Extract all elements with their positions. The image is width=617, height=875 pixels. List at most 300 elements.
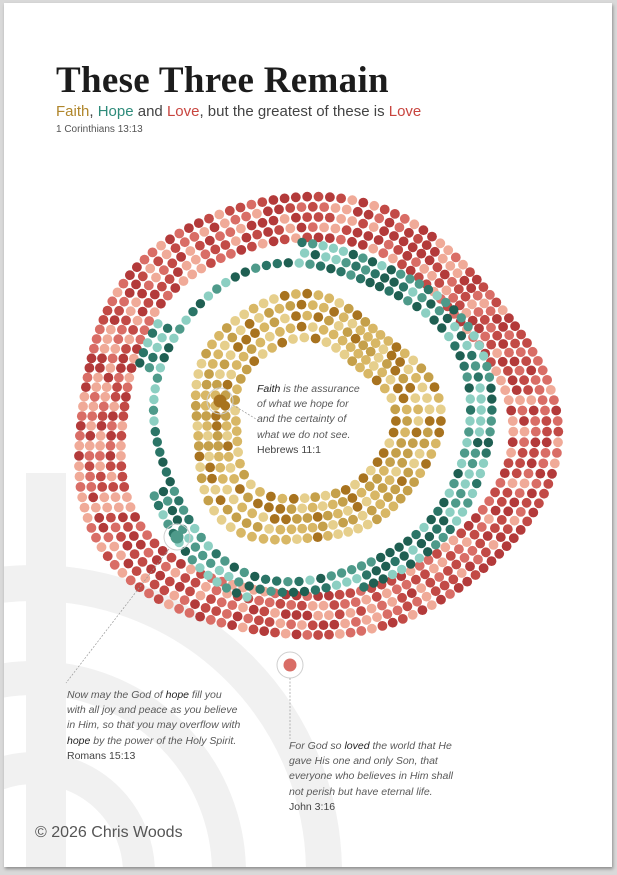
- ring-dot: [122, 492, 132, 502]
- ring-dot: [445, 489, 454, 498]
- ring-dot: [351, 617, 361, 627]
- ring-dot: [529, 448, 539, 458]
- ring-dot: [347, 216, 357, 226]
- ring-dot: [491, 506, 501, 516]
- ring-dot: [212, 586, 222, 596]
- ring-dot: [269, 236, 279, 246]
- ring-dot: [409, 477, 419, 487]
- ring-dot: [280, 314, 290, 324]
- ring-dot: [270, 628, 280, 638]
- ring-dot: [195, 612, 205, 622]
- ring-dot: [96, 472, 106, 482]
- ring-dot: [313, 312, 323, 322]
- ring-dot: [470, 530, 480, 540]
- ring-dot: [437, 323, 446, 332]
- ring-dot: [274, 225, 284, 235]
- quote-segment: Now may the God of: [67, 689, 166, 701]
- love-quote-line: [289, 785, 489, 800]
- ring-dot: [107, 421, 117, 431]
- ring-dot: [190, 599, 200, 609]
- ring-dot: [515, 488, 525, 498]
- ring-dot: [237, 503, 247, 513]
- ring-dot: [408, 438, 418, 448]
- ring-dot: [435, 238, 445, 248]
- ring-dot: [99, 402, 109, 412]
- ring-dot: [342, 225, 352, 235]
- ring-dot: [283, 577, 292, 586]
- ring-dot: [410, 393, 420, 403]
- ring-dot: [163, 324, 172, 333]
- ring-dot: [411, 257, 421, 267]
- ring-dot: [164, 343, 173, 352]
- ring-dot: [485, 290, 495, 300]
- ring-dot: [385, 548, 394, 557]
- ring-dot: [503, 524, 513, 534]
- ring-dot: [236, 224, 246, 234]
- ring-dot: [324, 293, 334, 303]
- ring-dot: [156, 299, 166, 309]
- ring-dot: [472, 479, 481, 488]
- ring-dot: [468, 489, 477, 498]
- ring-dot: [367, 506, 377, 516]
- ring-dot: [418, 605, 428, 615]
- ring-dot: [496, 532, 506, 542]
- ring-dot: [106, 325, 116, 335]
- ring-dot: [164, 599, 174, 609]
- ring-dot: [402, 580, 412, 590]
- ring-dot: [383, 336, 393, 346]
- ring-dot: [212, 577, 221, 586]
- ring-dot: [110, 315, 120, 325]
- ring-dot: [116, 550, 126, 560]
- ring-dot: [334, 298, 344, 308]
- ring-dot: [478, 505, 488, 515]
- ring-dot: [158, 458, 167, 467]
- ring-dot: [302, 611, 312, 621]
- faith-quote-text: [257, 382, 407, 443]
- ring-dot: [273, 259, 282, 268]
- ring-dot: [264, 524, 274, 534]
- ring-dot: [368, 324, 378, 334]
- ring-dot: [509, 498, 519, 508]
- ring-dot: [163, 291, 173, 301]
- ring-dot: [220, 341, 230, 351]
- ring-dot: [149, 416, 158, 425]
- ring-dot: [527, 489, 537, 499]
- ring-dot: [427, 232, 437, 242]
- ring-dot: [150, 491, 159, 500]
- ring-dot: [280, 291, 290, 301]
- ring-dot: [482, 448, 491, 457]
- ring-dot: [406, 266, 416, 276]
- ring-dot: [233, 342, 243, 352]
- ring-dot: [425, 578, 435, 588]
- ring-dot: [520, 479, 530, 489]
- ring-dot: [435, 306, 444, 315]
- ring-dot: [186, 564, 196, 574]
- ring-dot: [489, 540, 499, 550]
- ring-dot: [281, 535, 291, 545]
- ring-dot: [531, 427, 541, 437]
- ring-dot: [440, 542, 450, 552]
- ring-dot: [226, 522, 236, 532]
- ring-dot: [278, 588, 287, 597]
- emphasis-word: hope: [67, 734, 91, 747]
- ring-dot: [206, 258, 216, 268]
- ring-dot: [100, 392, 110, 402]
- hope-marker: [171, 531, 184, 544]
- ring-dot: [494, 549, 504, 559]
- ring-dot: [541, 448, 551, 458]
- ring-dot: [206, 559, 215, 568]
- ring-dot: [375, 499, 385, 509]
- ring-dot: [430, 247, 440, 257]
- ring-dot: [232, 360, 242, 370]
- ring-dot: [184, 223, 194, 233]
- ring-dot: [413, 405, 423, 415]
- ring-dot: [131, 280, 141, 290]
- ring-dot: [209, 506, 219, 516]
- ring-dot: [362, 497, 372, 507]
- ring-dot: [425, 255, 435, 265]
- ring-dot: [98, 411, 108, 421]
- ring-dot: [242, 365, 252, 375]
- quote-segment: is the assurance: [280, 383, 360, 395]
- ring-dot: [85, 441, 95, 451]
- ring-dot: [411, 575, 421, 585]
- ring-dot: [292, 630, 302, 640]
- ring-dot: [297, 601, 307, 611]
- ring-dot: [331, 203, 341, 213]
- ring-dot: [457, 568, 467, 578]
- ring-dot: [238, 623, 248, 633]
- ring-dot: [303, 533, 313, 543]
- ring-dot: [457, 313, 466, 322]
- subtitle-part: Love: [388, 103, 422, 120]
- ring-dot: [383, 609, 393, 619]
- ring-dot: [211, 411, 221, 421]
- ring-dot: [116, 441, 126, 451]
- ring-dot: [408, 242, 418, 252]
- ring-dot: [508, 416, 518, 426]
- ring-dot: [456, 528, 466, 538]
- ring-dot: [374, 213, 384, 223]
- ring-dot: [425, 405, 435, 415]
- quote-segment: in Him, so that you may overflow with: [67, 719, 241, 732]
- ring-dot: [326, 264, 335, 273]
- ring-dot: [335, 590, 345, 600]
- ring-dot: [110, 344, 120, 354]
- ring-dot: [460, 362, 469, 371]
- ring-dot: [270, 608, 280, 618]
- ring-dot: [464, 427, 473, 436]
- ring-dot: [258, 218, 268, 228]
- ring-dot: [366, 347, 376, 357]
- ring-dot: [408, 287, 417, 296]
- ring-dot: [341, 485, 351, 495]
- watermark-arc: [4, 768, 139, 867]
- ring-dot: [299, 333, 309, 343]
- ring-dot: [111, 492, 121, 502]
- ring-dot: [476, 416, 485, 425]
- ring-dot: [510, 516, 520, 526]
- ring-dot: [196, 299, 205, 308]
- ring-dot: [227, 333, 237, 343]
- ring-dot: [145, 363, 154, 372]
- ring-dot: [372, 514, 382, 524]
- ring-dot: [454, 284, 464, 294]
- ring-dot: [318, 241, 327, 250]
- ring-dot: [108, 482, 118, 492]
- ring-dot: [482, 362, 491, 371]
- ring-dot: [276, 525, 286, 535]
- ring-dot: [94, 513, 104, 523]
- ring-dot: [356, 606, 366, 616]
- ring-dot: [454, 583, 464, 593]
- ring-dot: [515, 395, 525, 405]
- ring-dot: [165, 577, 175, 587]
- ring-dot: [165, 274, 175, 284]
- ring-dot: [233, 612, 243, 622]
- ring-dot: [423, 428, 433, 438]
- ring-dot: [135, 582, 145, 592]
- ring-dot: [275, 504, 285, 514]
- ring-dot: [391, 467, 401, 477]
- ring-dot: [171, 568, 181, 578]
- ring-dot: [526, 395, 536, 405]
- ring-dot: [446, 525, 455, 534]
- ring-dot: [195, 563, 204, 572]
- ring-dot: [427, 515, 436, 524]
- ring-dot: [384, 286, 393, 295]
- ring-dot: [451, 560, 461, 570]
- ring-dot: [379, 226, 389, 236]
- ring-dot: [308, 239, 317, 248]
- ring-dot: [121, 316, 131, 326]
- ring-dot: [397, 259, 407, 269]
- ring-dot: [201, 249, 211, 259]
- subtitle-part: Love: [166, 103, 200, 120]
- ring-dot: [415, 554, 424, 563]
- ring-dot: [508, 375, 518, 385]
- ring-dot: [376, 553, 385, 562]
- ring-dot: [97, 353, 107, 363]
- ring-dot: [379, 574, 388, 583]
- ring-dot: [461, 292, 471, 302]
- ring-dot: [419, 225, 429, 235]
- ring-dot: [486, 323, 496, 333]
- ring-dot: [358, 511, 368, 521]
- ring-dot: [504, 458, 514, 468]
- ring-dot: [490, 487, 500, 497]
- ring-dot: [361, 595, 371, 605]
- ring-dot: [224, 572, 233, 581]
- ring-dot: [553, 437, 563, 447]
- ring-dot: [114, 373, 124, 383]
- ring-dot: [143, 338, 152, 347]
- ring-dot: [170, 283, 180, 293]
- ring-dot: [445, 589, 455, 599]
- ring-dot: [294, 577, 303, 586]
- ring-dot: [106, 363, 116, 373]
- ring-dot: [126, 306, 136, 316]
- ring-dot: [414, 416, 424, 426]
- ring-dot: [331, 343, 341, 353]
- ring-dot: [258, 239, 268, 249]
- ring-dot: [380, 205, 390, 215]
- ring-dot: [202, 380, 212, 390]
- ring-dot: [113, 288, 123, 298]
- ring-dot: [260, 322, 270, 332]
- ring-dot: [417, 539, 426, 548]
- ring-dot: [473, 555, 483, 565]
- ring-dot: [454, 544, 464, 554]
- ring-dot: [139, 348, 148, 357]
- ring-dot: [332, 581, 341, 590]
- ring-dot: [123, 382, 133, 392]
- ring-dot: [266, 587, 275, 596]
- faith-quote-line: [257, 412, 407, 427]
- ring-dot: [433, 291, 442, 300]
- ring-dot: [239, 470, 249, 480]
- ring-dot: [227, 600, 237, 610]
- ring-dot: [174, 496, 183, 505]
- ring-dot: [75, 431, 85, 441]
- ring-dot: [343, 327, 353, 337]
- ring-dot: [104, 373, 114, 383]
- ring-dot: [443, 566, 453, 576]
- ring-dot: [153, 256, 163, 266]
- ring-dot: [140, 573, 150, 583]
- ring-dot: [116, 451, 126, 461]
- ring-dot: [408, 356, 418, 366]
- ring-dot: [218, 474, 228, 484]
- ring-dot: [213, 441, 223, 451]
- ring-dot: [466, 405, 475, 414]
- ring-dot: [108, 411, 118, 421]
- ring-dot: [197, 473, 207, 483]
- ring-dot: [393, 245, 403, 255]
- ring-dot: [376, 330, 386, 340]
- ring-dot: [390, 485, 400, 495]
- ring-dot: [372, 612, 382, 622]
- love-marker: [284, 659, 297, 672]
- ring-dot: [198, 551, 207, 560]
- ring-dot: [337, 568, 346, 577]
- ring-dot: [388, 618, 398, 628]
- ring-dot: [217, 618, 227, 628]
- ring-dot: [500, 468, 510, 478]
- ring-dot: [136, 540, 146, 550]
- ring-dot: [392, 342, 402, 352]
- ring-dot: [158, 546, 168, 556]
- ring-dot: [411, 530, 420, 539]
- ring-dot: [348, 319, 358, 329]
- quote-segment: of what we hope for: [257, 398, 349, 411]
- ring-dot: [148, 329, 157, 338]
- ring-dot: [380, 273, 389, 282]
- ring-dot: [250, 328, 260, 338]
- ring-dot: [222, 609, 232, 619]
- ring-dot: [175, 582, 185, 592]
- ring-dot: [483, 531, 493, 541]
- ring-dot: [462, 341, 471, 350]
- ring-dot: [377, 261, 386, 270]
- ring-dot: [155, 448, 164, 457]
- ring-dot: [280, 235, 290, 245]
- ring-dot: [126, 575, 136, 585]
- ring-dot: [124, 559, 134, 569]
- ring-dot: [353, 228, 363, 238]
- ring-dot: [159, 265, 169, 275]
- ring-dot: [519, 416, 529, 426]
- ring-dot: [377, 368, 387, 378]
- ring-dot: [409, 219, 419, 229]
- ring-dot: [492, 314, 502, 324]
- ring-dot: [157, 333, 166, 342]
- ring-dot: [473, 291, 483, 301]
- ring-dot: [230, 316, 240, 326]
- ring-dot: [241, 212, 251, 222]
- ring-dot: [264, 502, 274, 512]
- quote-segment: the world that He: [369, 740, 452, 752]
- ring-dot: [441, 298, 450, 307]
- ring-dot: [151, 273, 161, 283]
- ring-dot: [78, 402, 88, 412]
- ring-dot: [232, 426, 242, 436]
- ring-dot: [336, 267, 345, 276]
- ring-dot: [128, 325, 138, 335]
- ring-dot: [475, 383, 484, 392]
- ring-dot: [247, 344, 257, 354]
- ring-dot: [350, 480, 360, 490]
- ring-dot: [253, 499, 263, 509]
- ring-dot: [440, 581, 450, 591]
- ring-dot: [144, 316, 154, 326]
- ring-dot: [116, 532, 126, 542]
- ring-dot: [241, 335, 251, 345]
- ring-dot: [486, 384, 495, 393]
- ring-dot: [117, 325, 127, 335]
- ring-dot: [188, 555, 197, 564]
- ring-dot: [319, 620, 329, 630]
- ring-dot: [211, 606, 221, 616]
- ring-dot: [408, 610, 418, 620]
- ring-dot: [500, 385, 510, 395]
- ring-dot: [342, 577, 351, 586]
- ring-dot: [191, 542, 200, 551]
- hope-quote-line: [67, 718, 267, 733]
- ring-dot: [303, 513, 313, 523]
- page-subtitle: [56, 103, 421, 120]
- ring-dot: [242, 592, 251, 601]
- ring-dot: [397, 476, 407, 486]
- ring-dot: [324, 316, 334, 326]
- ring-dot: [351, 334, 361, 344]
- ring-dot: [363, 520, 373, 530]
- ring-dot: [458, 260, 468, 270]
- ring-dot: [400, 349, 410, 359]
- ring-dot: [300, 248, 309, 257]
- ring-dot: [111, 523, 121, 533]
- ring-dot: [144, 281, 154, 291]
- ring-dot: [438, 557, 448, 567]
- ring-dot: [254, 596, 264, 606]
- ring-dot: [215, 566, 224, 575]
- ring-dot: [240, 568, 249, 577]
- ring-dot: [231, 416, 241, 426]
- ring-dot: [342, 205, 352, 215]
